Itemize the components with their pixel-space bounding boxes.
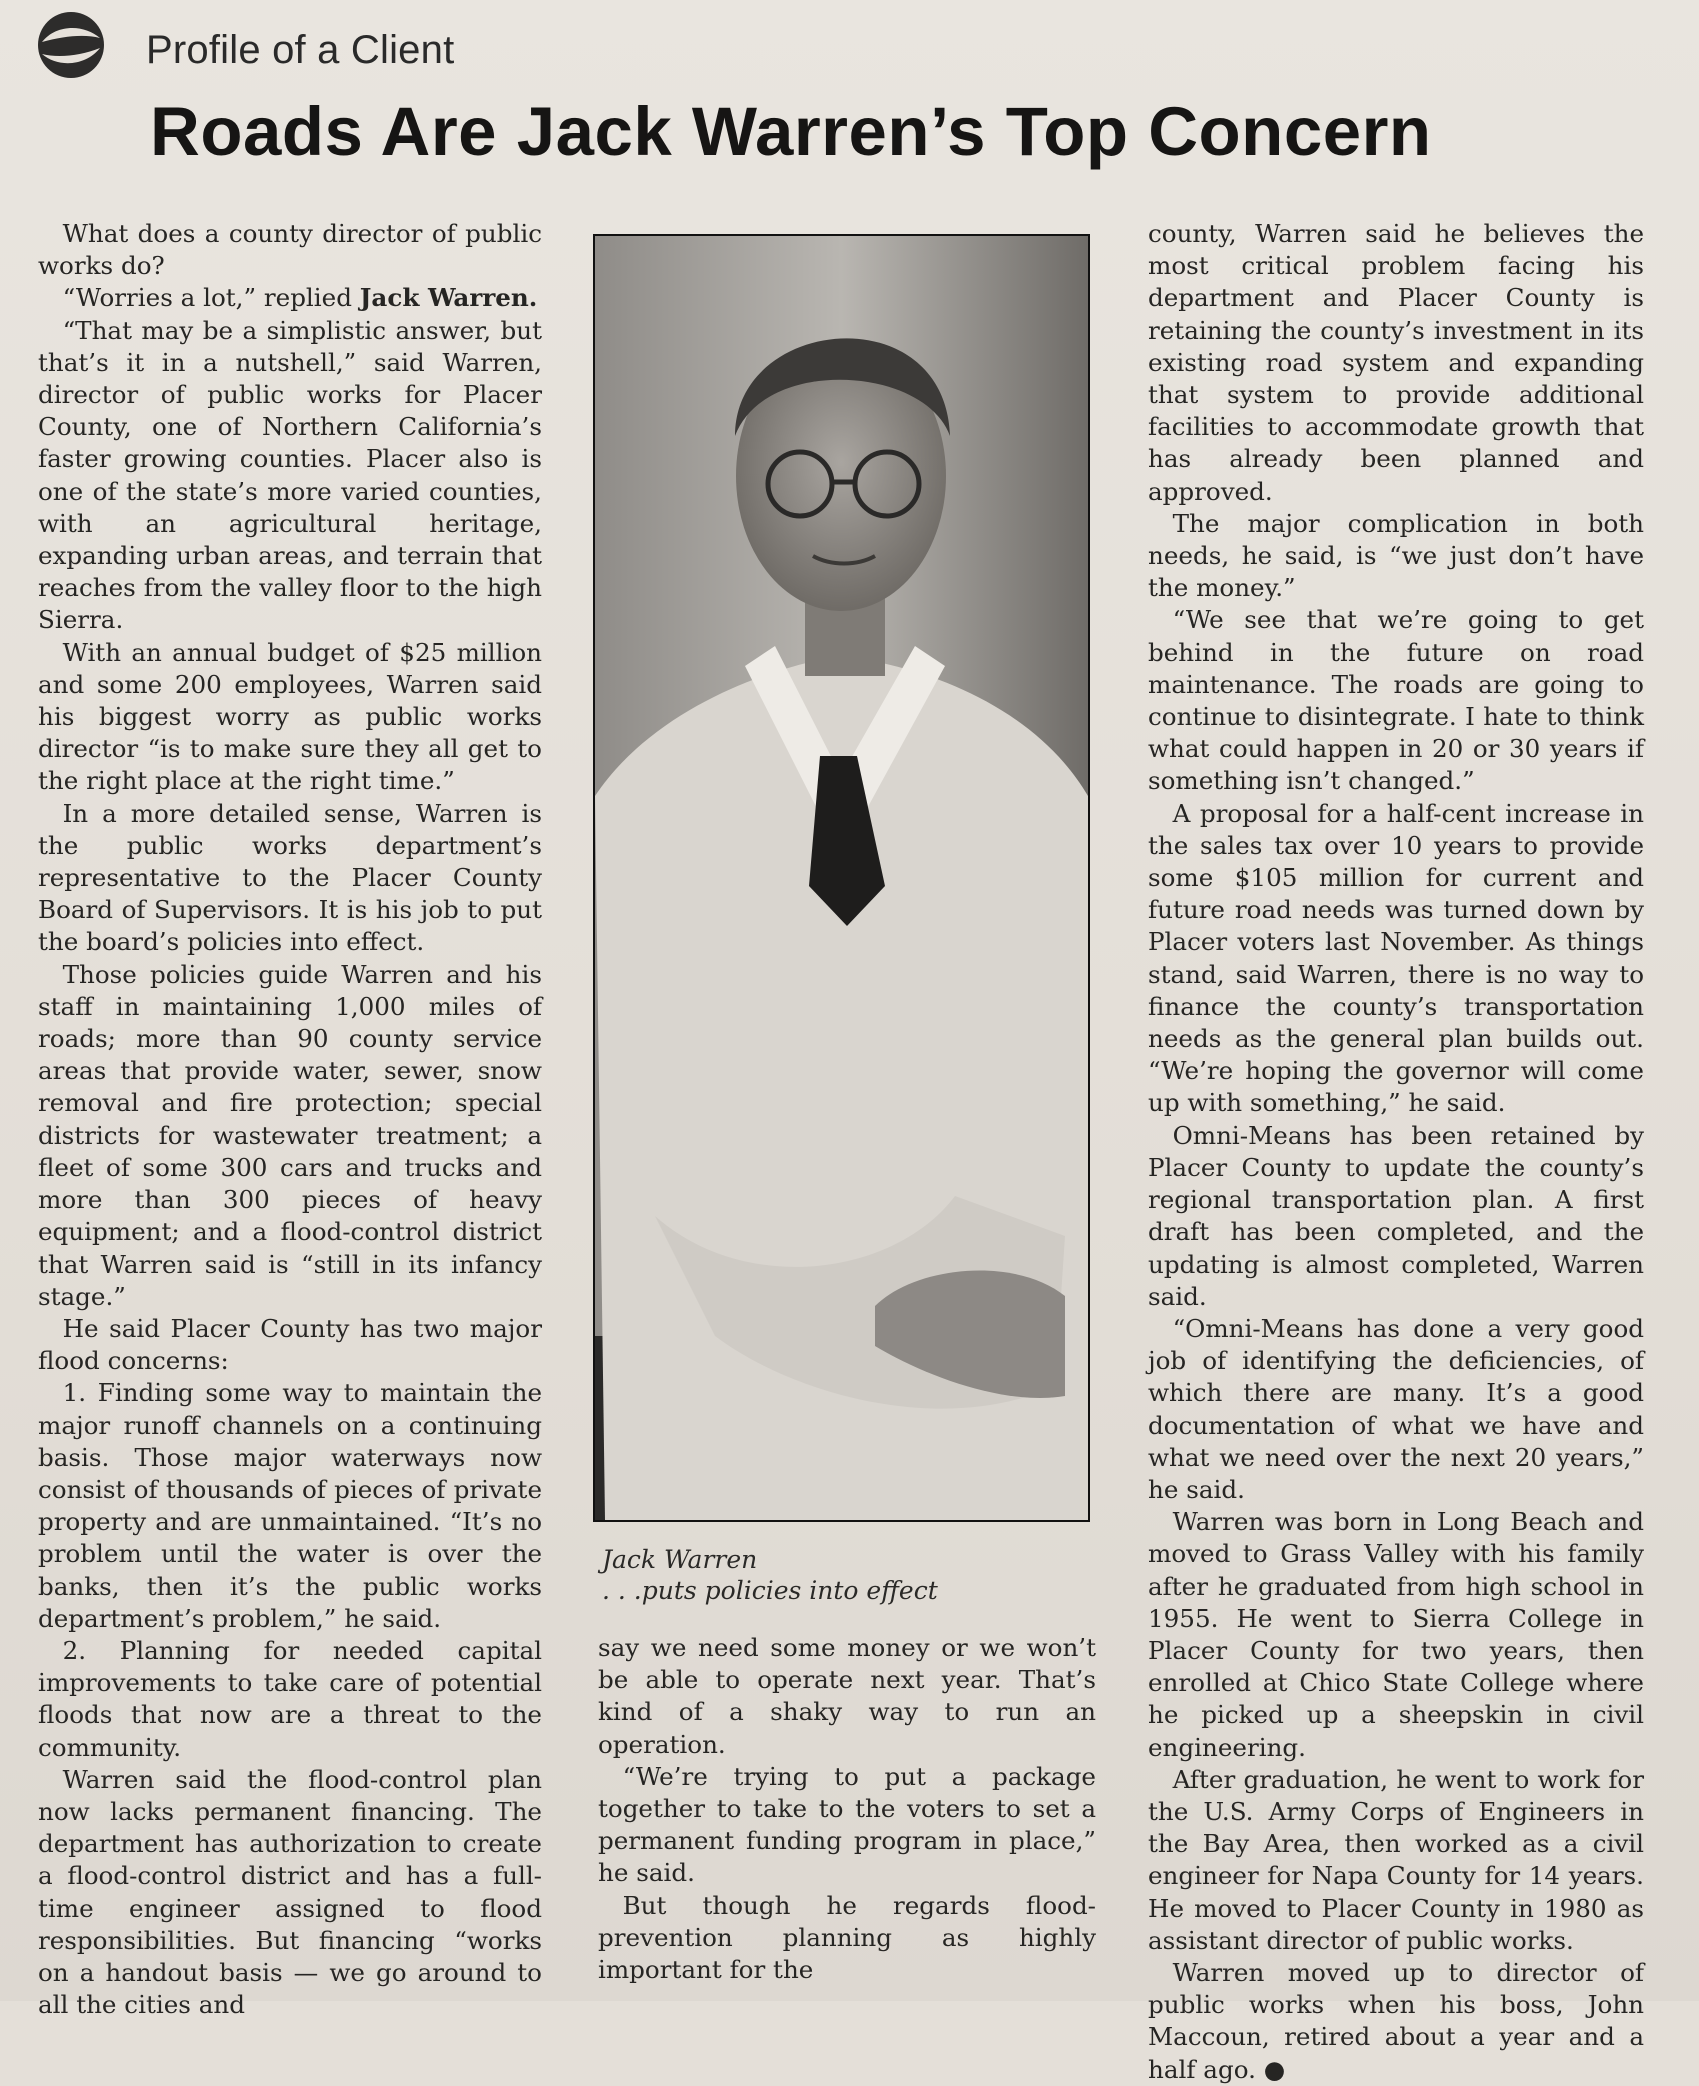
- article-column-2: [598, 1632, 1096, 1986]
- article-column-1: [38, 218, 542, 2021]
- caption-name: Jack Warren: [602, 1545, 758, 1574]
- client-name: Jack Warren.: [359, 283, 538, 313]
- paragraph: say we need some money or we won’t be able to operate next year. That’s kind of a shaky way to run an operation.: [598, 1633, 1096, 1759]
- portrait-photo: [593, 234, 1090, 1522]
- paragraph: “That may be a simplistic answer, but that’s it in a nutshell,” said Warren, director of public works for Placer County, one of Northern California’s faster growing counties. Placer also is one of the state’s more varied counties, with an agricultural heritage, expanding urban areas, and terrain that reaches from the valley floor to the high Sierra.: [38, 315, 542, 635]
- paragraph: But though he regards flood-prevention planning as highly important for the: [598, 1890, 1096, 1985]
- paragraph: 1. Finding some way to maintain the major runoff channels on a continuing basis. Those major waterways now consist of thousands of pieces of private property and are unmaintained. “It’s no problem until the water is over the banks, then it’s the public works department’s problem,” he said.: [38, 1378, 542, 1633]
- caption-line: . . .puts policies into effect: [602, 1576, 938, 1605]
- paragraph: With an annual budget of $25 million and some 200 employees, Warren said his biggest worry as public works director “is to make sure they all get to the right place at the right time.”: [38, 637, 542, 796]
- paragraph: “We see that we’re going to get behind in the future on road maintenance. The roads are going to continue to disintegrate. I hate to think what could happen in 20 or 30 years if something isn’t changed.”: [1148, 605, 1644, 796]
- quote-text: “Worries a lot,” replied: [62, 283, 360, 313]
- article-column-3: [1148, 218, 1644, 2086]
- paragraph: Warren moved up to director of public works when his boss, John Maccoun, retired about a year and a half ago. ●: [1148, 1957, 1644, 2084]
- paragraph: Warren said the flood-control plan now lacks permanent financing. The department has authorization to create a flood-control district and has a full-time engineer assigned to flood responsibilities. But financing “works on a handout basis — we go around to all the cities and: [38, 1764, 542, 2020]
- photo-caption: [602, 1544, 938, 1606]
- paragraph: He said Placer County has two major flood concerns:: [38, 1313, 542, 1376]
- paragraph: Omni-Means has been retained by Placer County to update the county’s regional transportation plan. A first draft has been completed, and the updating is almost completed, Warren said.: [1148, 1120, 1644, 1311]
- paragraph: The major complication in both needs, he said, is “we just don’t have the money.”: [1148, 508, 1644, 603]
- portrait-illustration: [595, 236, 1088, 1520]
- paragraph: [38, 282, 542, 314]
- paragraph: “Omni-Means has done a very good job of identifying the deficiencies, of which there are many. It’s a good documentation of what we have and what we need over the next 20 years,” he said.: [1148, 1313, 1644, 1504]
- section-kicker: Profile of a Client: [146, 28, 455, 72]
- paragraph: Warren was born in Long Beach and moved to Grass Valley with his family after he graduated from high school in 1955. He went to Sierra College in Placer County for two years, then enrolled at Chico State College where he picked up a sheepskin in civil engineering.: [1148, 1507, 1644, 1762]
- article-headline: Roads Are Jack Warren’s Top Concern: [150, 93, 1432, 170]
- paragraph: “We’re trying to put a package together to take to the voters to set a permanent funding program in place,” he said.: [598, 1761, 1096, 1888]
- paragraph: county, Warren said he believes the most critical problem facing his department and Placer County is retaining the county’s investment in its existing road system and expanding that system to provide additional facilities to accommodate growth that has already been planned and approved.: [1148, 219, 1644, 506]
- paragraph: 2. Planning for needed capital improvements to take care of potential floods that now are a threat to the community.: [38, 1635, 542, 1762]
- paragraph: A proposal for a half-cent increase in the sales tax over 10 years to provide some $105 million for current and future road needs was turned down by Placer voters last November. As things stand, said Warren, there is no way to finance the county’s transportation needs as the general plan builds out. “We’re hoping the governor will come up with something,” he said.: [1148, 798, 1644, 1118]
- paragraph: After graduation, he went to work for the U.S. Army Corps of Engineers in the Bay Area, then worked as a civil engineer for Napa County for 14 years. He moved to Placer County in 1980 as assistant director of public works.: [1148, 1764, 1644, 1955]
- company-logo-icon: [34, 8, 108, 82]
- paragraph: What does a county director of public works do?: [38, 219, 542, 281]
- paragraph: Those policies guide Warren and his staff in maintaining 1,000 miles of roads; more than 90 county service areas that provide water, sewer, snow removal and fire protection; special districts for wastewater treatment; a fleet of some 300 cars and trucks and more than 300 pieces of heavy equipment; and a flood-control district that Warren said is “still in its infancy stage.”: [38, 959, 542, 1311]
- paragraph: In a more detailed sense, Warren is the public works department’s representative to the Placer County Board of Supervisors. It is his job to put the board’s policies into effect.: [38, 798, 542, 957]
